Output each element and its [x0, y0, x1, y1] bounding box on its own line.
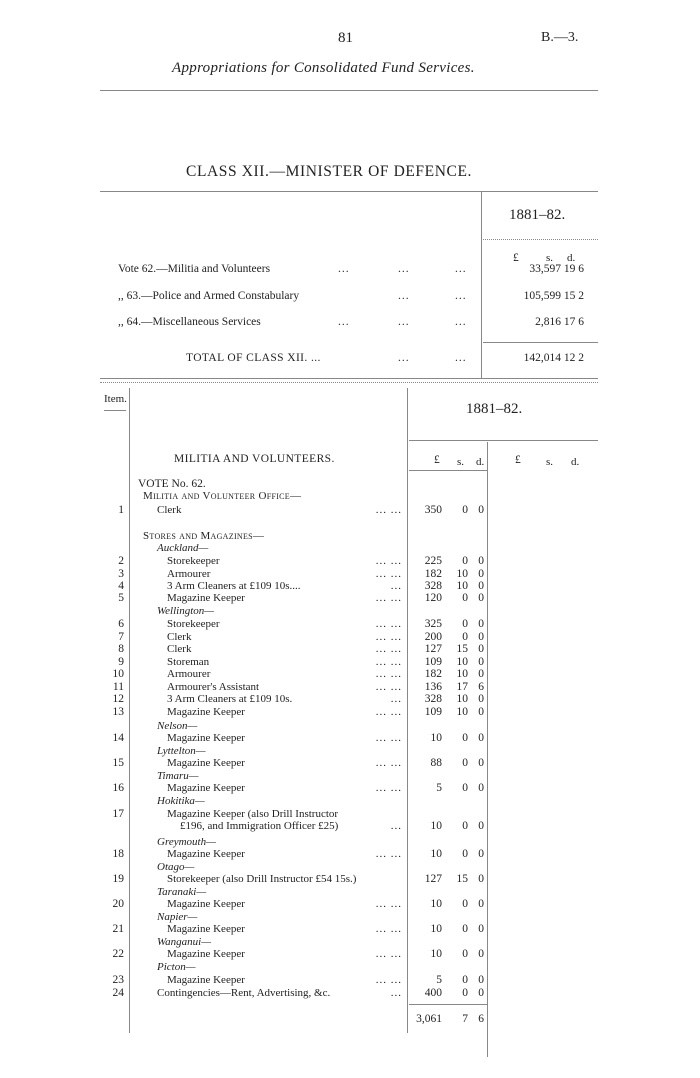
col-a-shillings: s. — [457, 456, 465, 468]
header-rule — [100, 90, 598, 91]
leader-dots: ... ... — [375, 618, 402, 630]
item-pence: 0 — [478, 618, 484, 630]
leader-dots: ... ... — [375, 592, 402, 604]
item-shillings: 10 — [456, 568, 468, 580]
item-number: 6 — [118, 618, 124, 630]
item-shillings: 0 — [462, 948, 468, 960]
total-rule — [409, 1004, 487, 1005]
item-shillings: 0 — [462, 974, 468, 986]
leader-dots: ... ... — [375, 757, 402, 769]
leader-dots: ... ... — [375, 923, 402, 935]
item-label: Armourer's Assistant — [167, 681, 260, 693]
leader-dots: ... — [398, 352, 410, 364]
summary-total-label: TOTAL OF CLASS XII. ... — [186, 352, 321, 364]
item-number: 4 — [118, 580, 124, 592]
district-heading: Auckland— — [157, 542, 209, 554]
item-pounds: 109 — [424, 656, 442, 668]
page-number: 81 — [338, 30, 353, 46]
item-shillings: 10 — [456, 668, 468, 680]
item-pounds: 10 — [430, 923, 442, 935]
item-label: Magazine Keeper — [167, 732, 245, 744]
item-pounds: 182 — [424, 668, 442, 680]
item-label: Magazine Keeper — [167, 592, 245, 604]
item-label: Armourer — [167, 668, 211, 680]
detail-year: 1881–82. — [466, 401, 523, 417]
leader-dots: ... ... — [375, 732, 402, 744]
item-number: 22 — [112, 948, 124, 960]
running-title: Appropriations for Consolidated Fund Services. — [172, 60, 475, 76]
item-pounds: 225 — [424, 555, 442, 567]
item-label: Clerk — [167, 631, 192, 643]
summary-shillings-header: s. — [546, 252, 554, 264]
leader-dots: ... — [390, 820, 402, 832]
class-title: CLASS XII.—MINISTER OF DEFENCE. — [186, 163, 472, 180]
item-shillings: 0 — [462, 820, 468, 832]
item-pounds: 10 — [430, 732, 442, 744]
item-shillings: 0 — [462, 782, 468, 794]
item-pounds: 120 — [424, 592, 442, 604]
item-label: 3 Arm Cleaners at £109 10s.... — [167, 580, 301, 592]
item-label: Magazine Keeper — [167, 898, 245, 910]
item-number: 23 — [112, 974, 124, 986]
item-pounds: 182 — [424, 568, 442, 580]
item-number: 8 — [118, 643, 124, 655]
leader-dots: ... ... — [375, 848, 402, 860]
summary-top-rule — [100, 191, 598, 192]
item-label: Storekeeper (also Drill Instructor £54 15s.) — [167, 873, 357, 885]
item-pounds: 5 — [436, 782, 442, 794]
summary-bottom-rule — [100, 378, 598, 379]
item-label: Armourer — [167, 568, 211, 580]
leader-dots: ... ... — [375, 668, 402, 680]
item-label: Storekeeper — [167, 555, 220, 567]
leader-dots: ... ... — [375, 782, 402, 794]
leader-dots: ... ... — [375, 504, 402, 516]
col-a-header-rule — [409, 470, 487, 471]
item-pence: 0 — [478, 555, 484, 567]
district-heading: Nelson— — [157, 720, 198, 732]
item-number: 7 — [118, 631, 124, 643]
vote-heading: VOTE No. 62. — [138, 478, 206, 490]
district-heading: Otago— — [157, 861, 195, 873]
item-pence: 0 — [478, 820, 484, 832]
summary-amount-vote-63: 105,599 15 2 — [523, 290, 584, 302]
item-number: 16 — [112, 782, 124, 794]
item-pounds: 328 — [424, 580, 442, 592]
item-pounds: 109 — [424, 706, 442, 718]
leader-dots: ... ... — [375, 568, 402, 580]
item-number: 14 — [112, 732, 124, 744]
item-pence: 0 — [478, 873, 484, 885]
leader-dots: ... — [398, 316, 410, 328]
leader-dots: ... — [390, 693, 402, 705]
leader-dots: ... ... — [375, 948, 402, 960]
item-pence: 0 — [478, 974, 484, 986]
item-pence: 0 — [478, 580, 484, 592]
item-number: 19 — [112, 873, 124, 885]
item-shillings: 0 — [462, 732, 468, 744]
group-heading: Militia and Volunteer Office— — [143, 490, 302, 502]
item-pounds: 400 — [424, 987, 442, 999]
summary-pound-sign: £ — [513, 252, 519, 264]
item-column-header: Item. — [104, 393, 127, 405]
summary-pence-header: d. — [567, 252, 576, 264]
item-label: Magazine Keeper (also Drill Instructor — [167, 808, 339, 820]
item-pence: 0 — [478, 631, 484, 643]
item-shillings: 0 — [462, 592, 468, 604]
district-heading: Napier— — [157, 911, 198, 923]
item-label: Magazine Keeper — [167, 757, 245, 769]
item-pence: 0 — [478, 568, 484, 580]
item-shillings: 0 — [462, 848, 468, 860]
item-pence: 0 — [478, 656, 484, 668]
leader-dots: ... — [390, 580, 402, 592]
item-pounds: 127 — [424, 873, 442, 885]
col-a-pounds: £ — [434, 454, 440, 466]
item-number: 21 — [112, 923, 124, 935]
item-shillings: 0 — [462, 504, 468, 516]
item-number: 17 — [112, 808, 124, 820]
item-shillings: 0 — [462, 923, 468, 935]
leader-dots: ... — [398, 263, 410, 275]
leader-dots: ... ... — [375, 643, 402, 655]
leader-dots: ... ... — [375, 555, 402, 567]
item-number: 12 — [112, 693, 124, 705]
leader-dots: ... — [455, 316, 467, 328]
item-number: 18 — [112, 848, 124, 860]
item-number: 2 — [118, 555, 124, 567]
item-pence: 0 — [478, 848, 484, 860]
description-column-rule — [407, 388, 408, 1033]
leader-dots: ... — [455, 352, 467, 364]
item-pence: 0 — [478, 668, 484, 680]
summary-total-amount: 142,014 12 2 — [523, 352, 584, 364]
item-label: Clerk — [167, 643, 192, 655]
item-pounds: 10 — [430, 898, 442, 910]
leader-dots: ... — [398, 290, 410, 302]
group-heading: Stores and Magazines— — [143, 530, 265, 542]
item-label: Magazine Keeper — [167, 848, 245, 860]
item-header-rule — [104, 410, 126, 411]
document-reference: B.—3. — [541, 30, 579, 45]
district-heading: Greymouth— — [157, 836, 216, 848]
item-pence: 0 — [478, 706, 484, 718]
summary-bottom-rule-2 — [100, 382, 598, 383]
item-pence: 0 — [478, 987, 484, 999]
item-number: 9 — [118, 656, 124, 668]
item-pounds: 127 — [424, 643, 442, 655]
item-pence: 0 — [478, 782, 484, 794]
item-label: Magazine Keeper — [167, 782, 245, 794]
item-label: Magazine Keeper — [167, 923, 245, 935]
leader-dots: ... ... — [375, 974, 402, 986]
summary-total-rule — [483, 342, 598, 343]
item-pounds: 328 — [424, 693, 442, 705]
item-shillings: 0 — [462, 555, 468, 567]
leader-dots: ... — [455, 263, 467, 275]
item-label-continued: £196, and Immigration Officer £25) — [180, 820, 339, 832]
item-shillings: 10 — [456, 656, 468, 668]
item-shillings: 0 — [462, 898, 468, 910]
summary-amount-vote-64: 2,816 17 6 — [535, 316, 584, 328]
leader-dots: ... — [338, 263, 350, 275]
item-pence: 0 — [478, 732, 484, 744]
item-pounds: 350 — [424, 504, 442, 516]
item-pounds: 88 — [430, 757, 442, 769]
item-shillings: 0 — [462, 987, 468, 999]
item-pounds: 136 — [424, 681, 442, 693]
item-number: 15 — [112, 757, 124, 769]
summary-row-vote-64: ,, 64.—Miscellaneous Services — [118, 316, 261, 328]
summary-amount-vote-62: 33,597 19 6 — [529, 263, 584, 275]
item-pence: 0 — [478, 923, 484, 935]
summary-column-rule — [481, 192, 482, 378]
summary-year-rule — [483, 239, 598, 240]
item-shillings: 15 — [456, 643, 468, 655]
item-pounds: 200 — [424, 631, 442, 643]
district-heading: Wanganui— — [157, 936, 211, 948]
item-label: Storeman — [167, 656, 210, 668]
item-number: 3 — [118, 568, 124, 580]
item-pence: 0 — [478, 592, 484, 604]
item-shillings: 0 — [462, 618, 468, 630]
item-label: Magazine Keeper — [167, 948, 245, 960]
item-number: 10 — [112, 668, 124, 680]
amount-column-rule — [487, 442, 488, 1057]
district-heading: Lyttelton— — [157, 745, 206, 757]
total-pence: 6 — [478, 1013, 484, 1025]
item-label: Magazine Keeper — [167, 974, 245, 986]
leader-dots: ... ... — [375, 706, 402, 718]
district-heading: Hokitika— — [157, 795, 205, 807]
item-number: 24 — [112, 987, 124, 999]
total-shillings: 7 — [462, 1013, 468, 1025]
item-pounds: 10 — [430, 948, 442, 960]
summary-row-vote-63: ,, 63.—Police and Armed Constabulary — [118, 290, 300, 302]
district-heading: Taranaki— — [157, 886, 207, 898]
item-shillings: 10 — [456, 706, 468, 718]
leader-dots: ... — [455, 290, 467, 302]
item-pence: 0 — [478, 504, 484, 516]
item-label: Magazine Keeper — [167, 706, 245, 718]
item-shillings: 10 — [456, 580, 468, 592]
col-b-pence: d. — [571, 456, 580, 468]
district-heading: Wellington— — [157, 605, 215, 617]
leader-dots: ... ... — [375, 681, 402, 693]
item-label: Storekeeper — [167, 618, 220, 630]
leader-dots: ... — [390, 987, 402, 999]
detail-year-rule — [409, 440, 598, 441]
summary-row-vote-62: Vote 62.—Militia and Volunteers — [118, 263, 271, 275]
item-pence: 0 — [478, 898, 484, 910]
item-label: Contingencies—Rent, Advertising, &c. — [157, 987, 331, 999]
item-number: 1 — [118, 504, 124, 516]
item-pounds: 325 — [424, 618, 442, 630]
item-pence: 0 — [478, 757, 484, 769]
item-number: 5 — [118, 592, 124, 604]
item-number: 13 — [112, 706, 124, 718]
item-pounds: 5 — [436, 974, 442, 986]
district-heading: Picton— — [157, 961, 196, 973]
col-b-pounds: £ — [515, 454, 521, 466]
item-shillings: 0 — [462, 757, 468, 769]
item-label: 3 Arm Cleaners at £109 10s. — [167, 693, 293, 705]
summary-year: 1881–82. — [509, 207, 566, 223]
item-shillings: 10 — [456, 693, 468, 705]
col-b-shillings: s. — [546, 456, 554, 468]
item-pence: 0 — [478, 643, 484, 655]
leader-dots: ... ... — [375, 656, 402, 668]
col-a-pence: d. — [476, 456, 485, 468]
leader-dots: ... ... — [375, 631, 402, 643]
leader-dots: ... — [338, 316, 350, 328]
district-heading: Timaru— — [157, 770, 199, 782]
item-shillings: 17 — [456, 681, 468, 693]
item-number: 11 — [112, 681, 124, 693]
item-shillings: 15 — [456, 873, 468, 885]
item-pence: 0 — [478, 693, 484, 705]
item-pence: 0 — [478, 948, 484, 960]
item-pounds: 10 — [430, 848, 442, 860]
section-title: MILITIA AND VOLUNTEERS. — [174, 453, 335, 465]
item-label: Clerk — [157, 504, 182, 516]
item-pounds: 10 — [430, 820, 442, 832]
leader-dots: ... ... — [375, 898, 402, 910]
item-shillings: 0 — [462, 631, 468, 643]
item-number: 20 — [112, 898, 124, 910]
item-column-rule — [129, 388, 130, 1033]
total-pounds: 3,061 — [416, 1013, 442, 1025]
item-pence: 6 — [478, 681, 484, 693]
